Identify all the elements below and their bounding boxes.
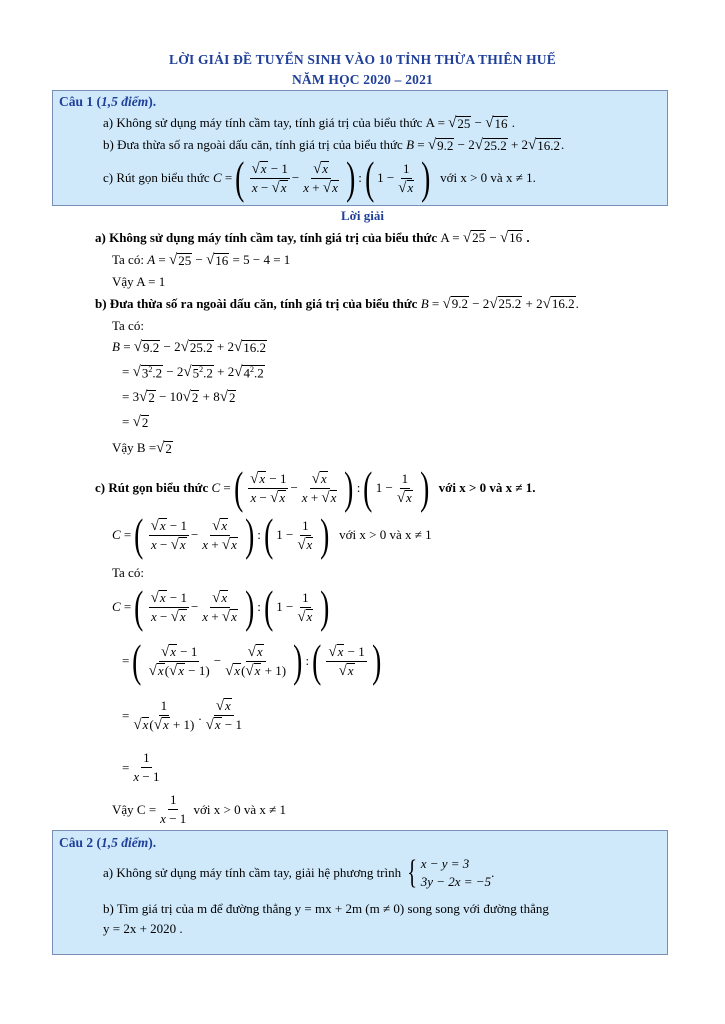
solution-c-taco: Ta có: bbox=[112, 565, 144, 580]
question-1-box bbox=[52, 90, 668, 206]
solution-a-calc: Ta có: A = √ 25 − √ 16 = 5 − 4 = 1 bbox=[112, 251, 291, 268]
question-2b-line2: y = 2x + 2020 . bbox=[103, 921, 183, 936]
solution-b-step4: = √ 2 bbox=[122, 413, 149, 430]
question-1b: b) Đưa thừa số ra ngoài dấu căn, tính giá trị của biểu thức B = √ 9.2 − 2 √ 25.2 + 2 √ 16.2 . bbox=[103, 136, 565, 153]
solution-b-step2: = √ $3^2.2$ − 2 √ $5^2.2$ + 2 √ $4^2.2$ bbox=[122, 363, 264, 380]
document-title: LỜI GIẢI ĐỀ TUYỂN SINH VÀO 10 TỈNH THỪA THIÊN HUẾ bbox=[169, 52, 556, 67]
solution-b-step3: = 3 √ 2 − 10 √ 2 + 8 √ 2 bbox=[122, 388, 236, 405]
solution-a-heading: a) Không sử dụng máy tính cầm tay, tính giá trị của biểu thức A = √25 − √16 . bbox=[95, 230, 530, 246]
solution-heading: Lời giải bbox=[341, 208, 384, 223]
solution-b-result: Vậy B = √ 2 bbox=[112, 439, 172, 456]
solution-b-step1: B = √ 9.2 − 2 √ 25.2 + 2 √ 16.2 bbox=[112, 338, 266, 355]
school-year: NĂM HỌC 2020 – 2021 bbox=[291, 72, 434, 87]
solution-a-result: Vậy A = 1 bbox=[112, 274, 166, 289]
solution-c-step1: C = ( $\frac{√x - 1}{x - √x}$ − $\frac{√x}{x + √x}$ ) : ( 1 − $\frac{1}{√x}$ ) bbox=[112, 581, 330, 632]
solution-b-heading: b) Đưa thừa số ra ngoài dấu căn, tính giá trị của biểu thức B = √9.2 − 2√25.2 + 2√16.2. bbox=[95, 296, 579, 312]
question-1a: a) Không sử dụng máy tính cầm tay, tính giá trị của biểu thức A = √ 25 − √ 16 . bbox=[103, 114, 515, 131]
equation-2: 3y − 2x = −5 bbox=[420, 874, 492, 890]
solution-c-result: Vậy C = $\frac{1}{x - 1}$ với x > 0 và x ≠ 1 bbox=[112, 792, 287, 826]
question-1c: c) Rút gọn biểu thức C = ( $\frac{√x - 1}{x - √x}$ − $\frac{√x}{x + √x}$ ) : ( 1 − $\frac{1}{√x}$ ) với x > 0 và x ≠ 1. bbox=[103, 152, 536, 203]
solution-c-heading: c) Rút gọn biểu thức C = ( $\frac{√x - 1}{x - √x}$ − $\frac{√x}{x + √x}$ ) : ( 1 − $\frac{1}{√x}$ ) với x > 0 và x ≠ 1. bbox=[95, 462, 536, 513]
question-2-heading: Câu 2 (1,5 điểm). bbox=[59, 835, 157, 850]
solution-c-restate: C = ( $\frac{√x - 1}{x - √x}$ − $\frac{√x}{x + √x}$ ) : ( 1 − $\frac{1}{√x}$ ) với x > 0 và x ≠ 1 bbox=[112, 509, 432, 560]
equation-1: x − y = 3 bbox=[420, 856, 470, 871]
solution-c-step4: = $\frac{1}{x - 1}$ bbox=[122, 750, 160, 784]
question-2a: a) Không sử dụng máy tính cầm tay, giải hệ phương trình { x − y = 3 3y − 2x = −5 . bbox=[103, 854, 495, 892]
question-2b-line1: b) Tìm giá trị của m để đường thẳng y = mx + 2m (m ≠ 0) song song với đường thẳng bbox=[103, 901, 549, 916]
question-2-box bbox=[52, 830, 668, 955]
question-1-heading: Câu 1 (1,5 điểm). bbox=[59, 94, 157, 109]
solution-c-step2: = ( $\frac{√x - 1}{√x(√x - 1)}$ − $\frac{√x}{√x(√x + 1)}$ ) : ( $\frac{√x - 1}{√x}$ ) bbox=[122, 635, 382, 686]
solution-b-taco: Ta có: bbox=[112, 318, 144, 333]
solution-c-step3: = $\frac{1}{√x(√x + 1)}$ . $\frac{√x}{√x - 1}$ bbox=[122, 698, 242, 733]
